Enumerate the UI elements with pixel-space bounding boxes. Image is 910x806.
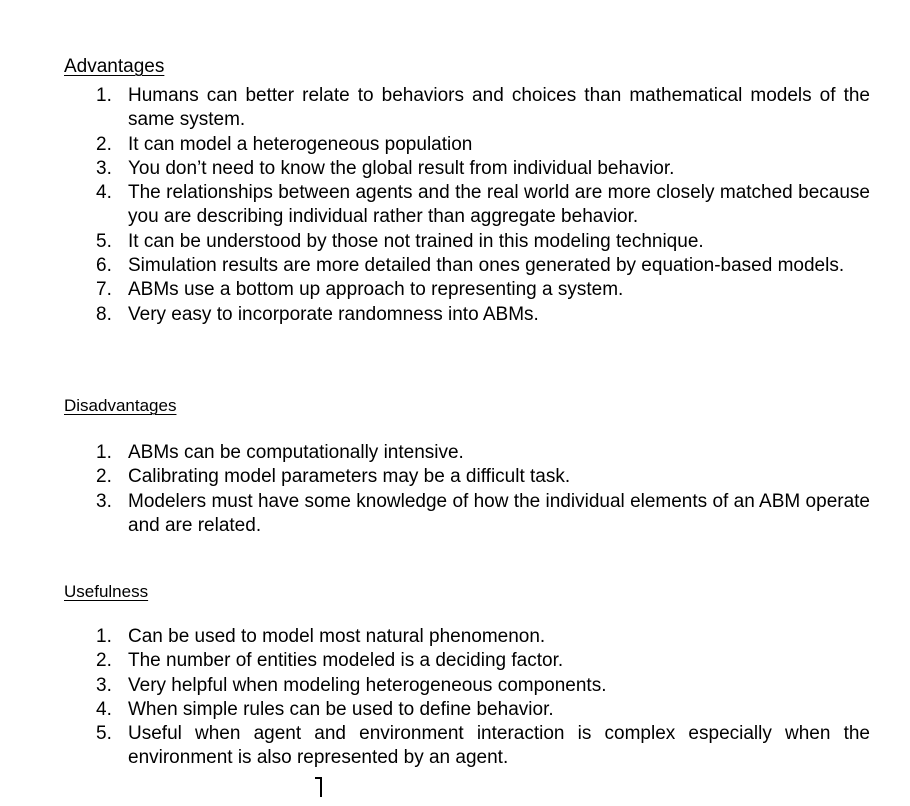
list-item (0, 278, 870, 302)
list-number: 3. (96, 490, 112, 512)
list-item (0, 490, 870, 539)
list-text: ABMs can be computationally intensive. (128, 442, 464, 463)
list-text: Very helpful when modeling heterogeneous components. (128, 674, 607, 696)
usefulness-heading: Usefulness (64, 582, 149, 601)
list-text: Simulation results are more detailed than ones generated by equation-based models. (128, 255, 845, 277)
list-item (0, 230, 870, 254)
list-number: 1. (96, 626, 112, 647)
list-number: 1. (96, 85, 112, 106)
list-text: When simple rules can be used to define behavior. (128, 698, 554, 720)
list-text: It can be understood by those not trained in this modeling technique. (128, 230, 704, 252)
advantages-heading: Advantages (64, 56, 165, 77)
list-item (0, 625, 870, 649)
list-item (0, 84, 870, 133)
list-item (0, 674, 870, 698)
list-number: 2. (96, 466, 112, 488)
list-text: Useful when agent and environment interaction is complex especially when the environment is also represented by an agent. (128, 723, 870, 769)
list-number: 2. (96, 650, 112, 672)
list-item (0, 698, 870, 722)
list-item (0, 465, 870, 489)
list-item (0, 133, 870, 157)
list-text: The relationships between agents and the real world are more closely matched because you are describing individual rather than aggregate behavior. (128, 182, 870, 228)
text-cursor-icon (314, 777, 322, 797)
list-number: 5. (96, 723, 112, 745)
list-text: The number of entities modeled is a deciding factor. (128, 650, 564, 672)
list-item (0, 303, 870, 327)
list-text: Very easy to incorporate randomness into ABMs. (128, 303, 539, 325)
list-item (0, 181, 870, 230)
list-text: It can model a heterogeneous population (128, 133, 473, 155)
list-number: 1. (96, 442, 112, 463)
list-text: ABMs use a bottom up approach to representing a system. (128, 279, 624, 301)
disadvantages-list (0, 441, 910, 538)
list-number: 3. (96, 674, 112, 696)
usefulness-list (0, 625, 910, 771)
list-text: You don’t need to know the global result from individual behavior. (128, 157, 675, 179)
list-number: 6. (96, 255, 112, 277)
list-text: Can be used to model most natural phenomenon. (128, 626, 546, 647)
list-number: 5. (96, 230, 112, 252)
list-number: 3. (96, 157, 112, 179)
list-item (0, 254, 870, 278)
disadvantages-heading: Disadvantages (64, 396, 177, 415)
list-item (0, 157, 870, 181)
cursor-stem (320, 777, 322, 797)
list-number: 8. (96, 303, 112, 325)
list-item (0, 722, 870, 771)
list-item (0, 441, 870, 465)
advantages-list (0, 84, 910, 327)
list-number: 7. (96, 279, 112, 301)
list-number: 4. (96, 698, 112, 720)
list-number: 4. (96, 182, 112, 204)
list-item (0, 649, 870, 673)
list-text: Humans can better relate to behaviors and choices than mathematical models of the same system. (128, 85, 870, 131)
list-text: Modelers must have some knowledge of how the individual elements of an ABM operate and are related. (128, 490, 870, 536)
list-text: Calibrating model parameters may be a difficult task. (128, 466, 571, 488)
list-number: 2. (96, 133, 112, 155)
